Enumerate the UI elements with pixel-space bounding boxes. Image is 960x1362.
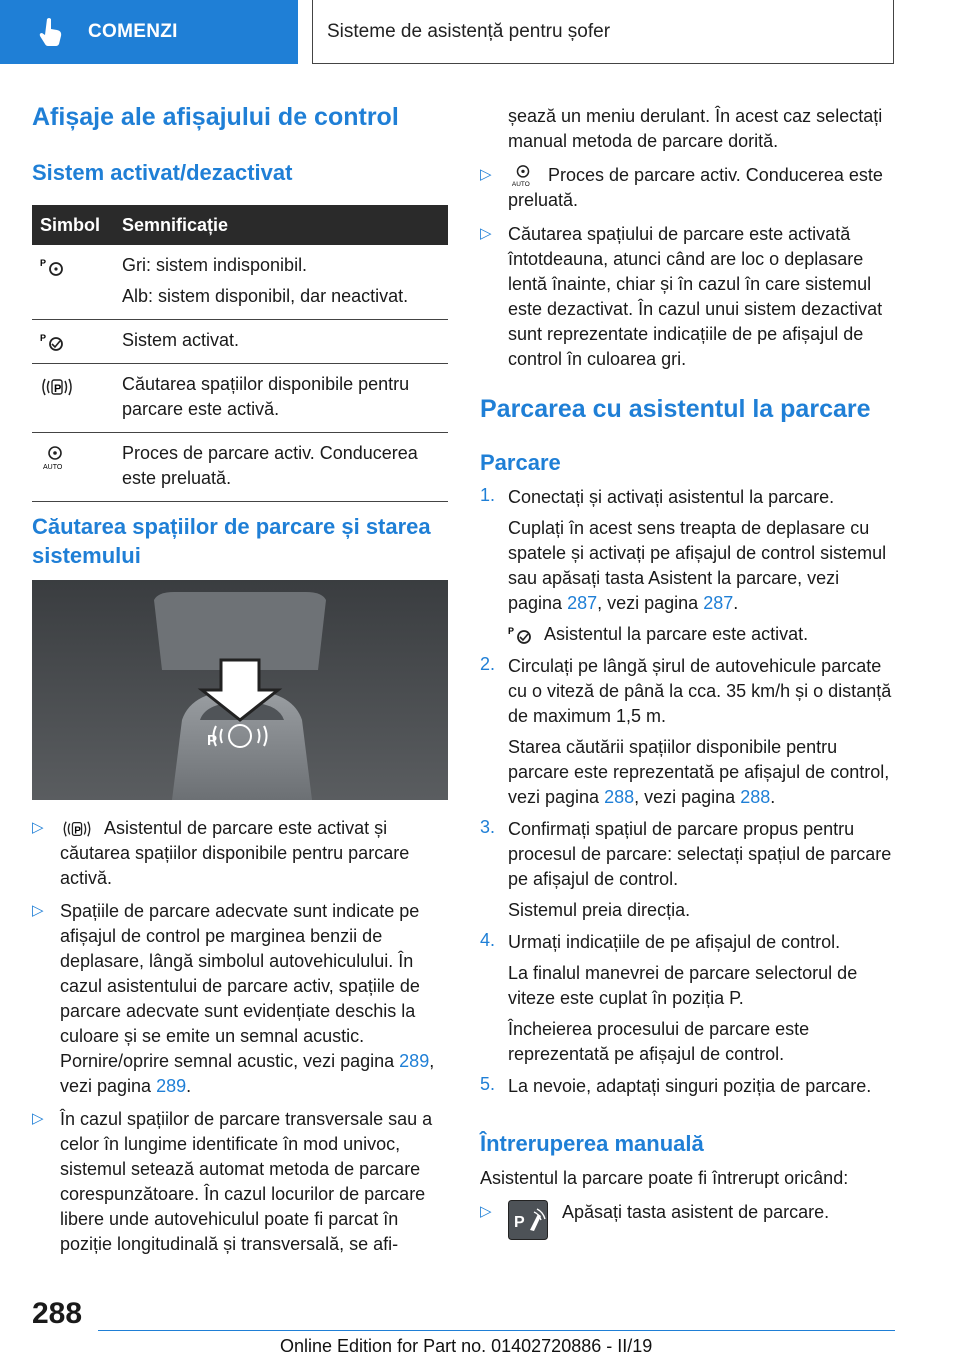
section-heading: Sistem activat/dezactivat (32, 160, 293, 185)
page-number: 288 (32, 1297, 83, 1330)
step-text: , vezi pagina (597, 593, 704, 613)
step-title: La nevoie, adaptați singuri poziția de parcare. (508, 1076, 872, 1096)
step-text: , vezi pagina (634, 787, 741, 807)
svg-text:P: P (207, 732, 218, 749)
footer-divider (98, 1330, 895, 1331)
step-text: Starea căutării spațiilor disponibile pentru parcare este reprezentată pe afișajul de control, vezi pagina (508, 737, 890, 807)
bullet-text: Apăsați tasta asistent de parcare. (562, 1202, 830, 1222)
list-item (32, 1107, 448, 1257)
page-link[interactable]: 287 (567, 593, 598, 613)
svg-text:P: P (508, 626, 515, 637)
parking-assist-icon (40, 257, 66, 277)
edition-text: Online Edition for Part no. 01402720886 - II/19 (280, 1336, 653, 1356)
step-text: La finalul manevrei de parcare selectorul de viteze este cuplat în poziția P. (508, 963, 858, 1008)
row-text: Gri: sistem indisponibil. (122, 255, 308, 275)
list-item (480, 163, 896, 213)
section-heading: Parcare (480, 450, 561, 475)
column-header-meaning: Semnificație (122, 205, 448, 245)
parking-p-icon (202, 728, 224, 750)
page-link[interactable]: 289 (156, 1076, 187, 1096)
section-header (312, 0, 894, 64)
svg-text:P: P (514, 1214, 525, 1231)
list-item (480, 222, 896, 372)
triangle-bullet-icon: ▷ (480, 1203, 492, 1220)
step-number: 2. (480, 654, 496, 674)
steering-auto-icon (508, 164, 538, 188)
parking-search-icon (40, 376, 74, 398)
step-number: 4. (480, 930, 496, 950)
parking-display-illustration (32, 580, 448, 800)
parking-assist-active-icon (508, 625, 534, 645)
step-number: 1. (480, 485, 496, 505)
step-title: Confirmați spațiul de parcare propus pentru procesul de parcare: selectați spațiul de parcare pe afișajul de control. (508, 819, 892, 889)
section-title: Sisteme de asistență pentru șofer (327, 20, 611, 42)
table-row (32, 433, 448, 502)
triangle-bullet-icon: ▷ (480, 166, 492, 183)
svg-text:P: P (40, 258, 47, 268)
row-text: Sistem activat. (122, 330, 240, 350)
parking-assist-active-icon (40, 332, 66, 352)
bullet-text: În cazul spațiilor de parcare transversale sau a celor în lungime identificate în mod univoc, sistemul setează automat metoda de parcare corespunzătoare. În cazul locurilor de parcare libere unde autovehiculul poate fi parcat în poziție longitudinală și transversală, se afi- (60, 1109, 433, 1254)
step-text: Încheierea procesului de parcare este reprezentată pe afișajul de control. (508, 1019, 810, 1064)
intro-text: Asistentul la parcare poate fi întrerupt oricând: (480, 1168, 849, 1188)
triangle-bullet-icon: ▷ (32, 1110, 44, 1127)
hand-pointer-icon (38, 17, 66, 47)
bullet-text: Spațiile de parcare adecvate sunt indicate pe afișajul de control pe marginea benzii de deplasare, lângă simbolul autovehiculului. În cazul asistentului de parcare activ, spațiile de parcare adecvate sunt evidențiate deschis la culoare și se emite un semnal acustic. Pornire/oprire semnal acustic, vezi pagina (60, 901, 420, 1071)
svg-text:AUTO: AUTO (43, 464, 63, 471)
triangle-bullet-icon: ▷ (480, 225, 492, 243)
table-row (32, 245, 448, 320)
step-item (480, 817, 896, 923)
parking-assist-button-icon[interactable] (508, 1200, 548, 1240)
symbol-table (32, 205, 448, 502)
row-text: Proces de parcare activ. Conducerea este preluată. (122, 443, 418, 488)
page-link[interactable]: 288 (604, 787, 635, 807)
step-item (480, 654, 896, 810)
row-text: Căutarea spațiilor disponibile pentru parcare este activă. (122, 374, 410, 419)
step-text: . (770, 787, 776, 807)
triangle-bullet-icon: ▷ (32, 819, 44, 836)
bullet-text: Proces de parcare activ. Conducerea este preluată. (508, 165, 883, 211)
bullet-text: , vezi pagina (60, 1051, 435, 1096)
step-title: Conectați și activați asistentul la parcare. (508, 487, 835, 507)
triangle-bullet-icon: ▷ (32, 902, 44, 919)
table-row (32, 364, 448, 433)
table-row (32, 320, 448, 364)
step-text: Cuplați în acest sens treapta de deplasare cu spatele și activați pe afișajul de control sistemul sau apăsați tasta Asistent la parcare, vezi pagina (508, 518, 887, 613)
section-heading: Căutarea spațiilor de parcare și starea sistemului (32, 514, 431, 568)
step-item (480, 930, 896, 1067)
svg-text:P: P (54, 383, 62, 395)
step-item (480, 485, 896, 647)
list-item (32, 816, 448, 891)
page-link[interactable]: 288 (740, 787, 771, 807)
list-item (480, 1200, 896, 1240)
step-number: 3. (480, 817, 496, 837)
page-link[interactable]: 289 (399, 1051, 430, 1071)
continued-text: șează un meniu derulant. În acest caz selectați manual metoda de parcare dorită. (508, 106, 883, 151)
step-item (480, 1074, 896, 1099)
bullet-text: . (186, 1076, 192, 1096)
page-link[interactable]: 287 (703, 593, 734, 613)
row-text: Alb: sistem disponibil, dar neactivat. (122, 286, 409, 306)
section-title: Parcarea cu asistentul la parcare (480, 395, 871, 423)
step-text: . (733, 593, 739, 613)
list-item (32, 899, 448, 1099)
page-title: Afișaje ale afișajului de control (32, 103, 399, 131)
step-number: 5. (480, 1074, 496, 1094)
chapter-label: COMENZI (88, 21, 178, 42)
svg-text:P: P (40, 333, 47, 343)
bullet-text: Căutarea spațiului de parcare este activată întotdeauna, atunci când are loc o deplasare lentă înainte, chiar și în cazul în care sistemul este dezactivat. În cazul unui sistem dezactivat sunt reprezentate indicațiile de pe afișajul de control în culoarea gri. (508, 224, 883, 370)
step-title: Circulați pe lângă șirul de autovehicule parcate cu o viteză de până la cca. 35 km/h și o distanță de maximum 1,5 m. (508, 656, 892, 726)
chapter-tab[interactable] (0, 0, 298, 64)
step-title: Urmați indicațiile de pe afișajul de control. (508, 932, 841, 952)
svg-text:AUTO: AUTO (511, 181, 530, 189)
parking-search-icon (60, 819, 94, 839)
step-text: Sistemul preia direcția. (508, 900, 691, 920)
section-heading: Întreruperea manuală (480, 1131, 704, 1156)
column-header-symbol: Simbol (32, 205, 122, 245)
bullet-text: Asistentul de parcare este activat și căutarea spațiilor disponibile pentru parcare activă. (60, 818, 410, 888)
steering-auto-icon (40, 445, 70, 471)
step-text: Asistentul la parcare este activat. (544, 624, 809, 644)
svg-text:P: P (74, 825, 81, 837)
